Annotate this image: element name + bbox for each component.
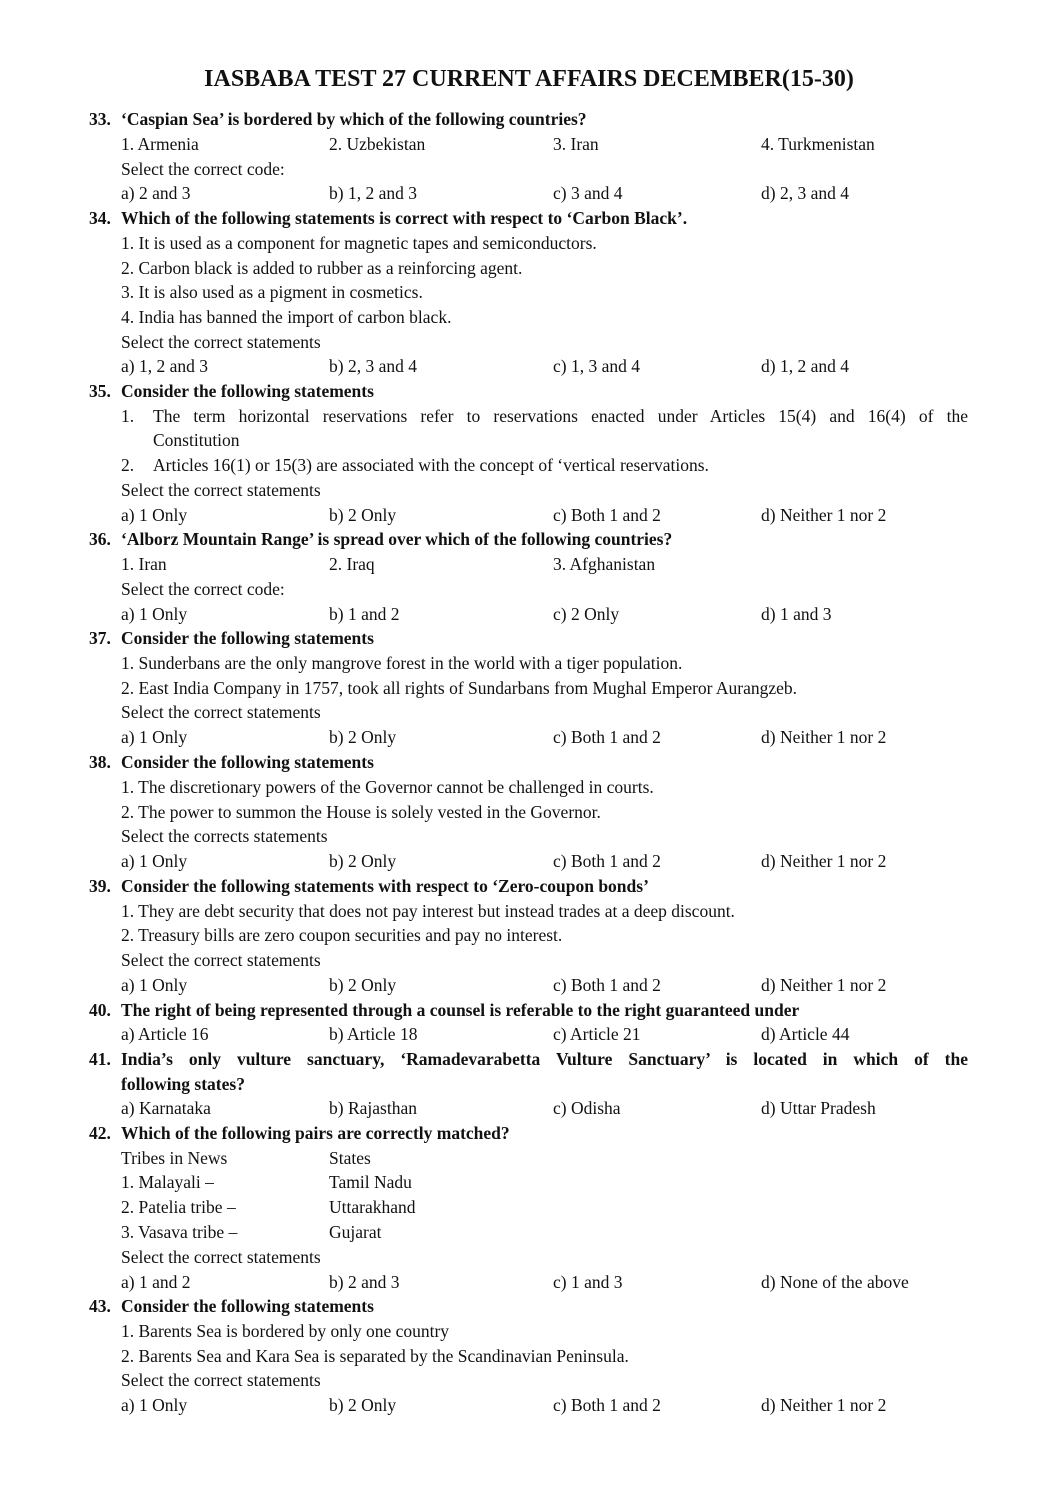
answer-option: a) 1 Only (121, 727, 188, 747)
question-text: Which of the following statements is correct with respect to ‘Carbon Black’. (121, 208, 688, 228)
statement: 1. Barents Sea is bordered by only one country (121, 1321, 450, 1341)
answer-option: a) Karnataka (121, 1098, 211, 1118)
question-number: 37. (89, 628, 111, 648)
answer-option: d) 2, 3 and 4 (761, 183, 849, 203)
list-item: 3. Iran (553, 134, 599, 154)
answer-option: b) Article 18 (329, 1024, 418, 1044)
answer-option: d) None of the above (761, 1272, 909, 1292)
answer-option: d) Article 44 (761, 1024, 850, 1044)
select-prompt: Select the correct code: (121, 579, 285, 599)
answer-option: c) 2 Only (553, 604, 620, 624)
answer-option: c) Both 1 and 2 (553, 975, 661, 995)
select-prompt: Select the correct statements (121, 702, 321, 722)
answer-option: c) Odisha (553, 1098, 621, 1118)
answer-option: b) 2 Only (329, 1395, 397, 1415)
pair-tribe: 2. Patelia tribe – (121, 1197, 236, 1217)
question-number: 42. (89, 1123, 111, 1143)
answer-option: c) Article 21 (553, 1024, 641, 1044)
answer-option: a) 1 Only (121, 604, 188, 624)
answer-option: c) 1 and 3 (553, 1272, 623, 1292)
question-text: Consider the following statements (121, 628, 374, 648)
answer-option: a) 1 and 2 (121, 1272, 191, 1292)
pair-tribe: 1. Malayali – (121, 1172, 214, 1192)
question-text-continued: following states? (121, 1074, 245, 1094)
question-text: Which of the following pairs are correctly matched? (121, 1123, 510, 1143)
answer-option: a) Article 16 (121, 1024, 209, 1044)
question-text: Consider the following statements with respect to ‘Zero-coupon bonds’ (121, 876, 649, 896)
answer-option: d) 1 and 3 (761, 604, 832, 624)
question-number: 34. (89, 208, 111, 228)
statement: 4. India has banned the import of carbon black. (121, 307, 452, 327)
question-text: Consider the following statements (121, 381, 374, 401)
answer-option: d) Neither 1 nor 2 (761, 975, 887, 995)
answer-option: d) 1, 2 and 4 (761, 356, 849, 376)
statement: Articles 16(1) or 15(3) are associated with the concept of ‘vertical reservations. (153, 455, 709, 475)
answer-option: a) 1, 2 and 3 (121, 356, 208, 376)
pair-state: Gujarat (329, 1222, 382, 1242)
list-item: 2. Iraq (329, 554, 375, 574)
answer-option: b) 2 Only (329, 975, 397, 995)
statement: 2. Treasury bills are zero coupon securities and pay no interest. (121, 925, 563, 945)
answer-option: a) 1 Only (121, 851, 188, 871)
question-text: ‘Alborz Mountain Range’ is spread over which of the following countries? (121, 529, 673, 549)
answer-option: c) Both 1 and 2 (553, 1395, 661, 1415)
answer-option: b) 1 and 2 (329, 604, 400, 624)
question-number: 43. (89, 1296, 111, 1316)
question-number: 41. (89, 1049, 111, 1069)
question-number: 33. (89, 109, 111, 129)
question-text: Consider the following statements (121, 752, 374, 772)
answer-option: d) Neither 1 nor 2 (761, 1395, 887, 1415)
answer-option: d) Neither 1 nor 2 (761, 727, 887, 747)
statement: 2. Carbon black is added to rubber as a reinforcing agent. (121, 258, 523, 278)
answer-option: c) Both 1 and 2 (553, 727, 661, 747)
answer-option: c) Both 1 and 2 (553, 505, 661, 525)
pair-state: Uttarakhand (329, 1197, 416, 1217)
select-prompt: Select the correct code: (121, 159, 285, 179)
select-prompt: Select the correct statements (121, 1370, 321, 1390)
answer-option: a) 1 Only (121, 1395, 188, 1415)
answer-option: b) 1, 2 and 3 (329, 183, 417, 203)
answer-option: b) 2, 3 and 4 (329, 356, 417, 376)
answer-option: a) 2 and 3 (121, 183, 191, 203)
statement: 3. It is also used as a pigment in cosmetics. (121, 282, 423, 302)
question-number: 36. (89, 529, 111, 549)
statement: 2. East India Company in 1757, took all rights of Sundarbans from Mughal Emperor Aurangzeb. (121, 678, 798, 698)
answer-option: b) 2 Only (329, 727, 397, 747)
pair-tribe: 3. Vasava tribe – (121, 1222, 238, 1242)
page-title: IASBABA TEST 27 CURRENT AFFAIRS DECEMBER(15-30) (204, 66, 854, 92)
question-number: 35. (89, 381, 111, 401)
question-text: The right of being represented through a counsel is referable to the right guaranteed under (121, 1000, 800, 1020)
question-text: Consider the following statements (121, 1296, 374, 1316)
select-prompt: Select the correct statements (121, 1247, 321, 1267)
select-prompt: Select the correct statements (121, 480, 321, 500)
question-number: 39. (89, 876, 111, 896)
answer-option: a) 1 Only (121, 975, 188, 995)
question-number: 38. (89, 752, 111, 772)
table-header: Tribes in News (121, 1148, 228, 1168)
answer-option: b) 2 and 3 (329, 1272, 400, 1292)
table-header: States (329, 1148, 371, 1168)
statement-number: 2. (121, 455, 135, 475)
select-prompt: Select the correct statements (121, 332, 321, 352)
answer-option: c) Both 1 and 2 (553, 851, 661, 871)
answer-option: c) 1, 3 and 4 (553, 356, 640, 376)
answer-option: d) Neither 1 nor 2 (761, 505, 887, 525)
list-item: 1. Armenia (121, 134, 199, 154)
statement-number: 1. (121, 406, 135, 426)
statement: 1. The discretionary powers of the Governor cannot be challenged in courts. (121, 777, 654, 797)
statement: The term horizontal reservations refer to reservations enacted under Articles 15(4) and 16(4) of the (153, 406, 968, 426)
statement: 2. The power to summon the House is solely vested in the Governor. (121, 802, 601, 822)
statement: 1. They are debt security that does not pay interest but instead trades at a deep discount. (121, 901, 735, 921)
answer-option: a) 1 Only (121, 505, 188, 525)
list-item: 4. Turkmenistan (761, 134, 875, 154)
pair-state: Tamil Nadu (329, 1172, 412, 1192)
statement: 1. Sunderbans are the only mangrove forest in the world with a tiger population. (121, 653, 683, 673)
question-text: India’s only vulture sanctuary, ‘Ramadevarabetta Vulture Sanctuary’ is located in which of the (121, 1049, 968, 1069)
list-item: 3. Afghanistan (553, 554, 656, 574)
answer-option: b) 2 Only (329, 505, 397, 525)
answer-option: b) Rajasthan (329, 1098, 417, 1118)
statement-continued: Constitution (153, 430, 240, 450)
answer-option: d) Uttar Pradesh (761, 1098, 876, 1118)
list-item: 2. Uzbekistan (329, 134, 426, 154)
select-prompt: Select the corrects statements (121, 826, 328, 846)
answer-option: d) Neither 1 nor 2 (761, 851, 887, 871)
question-text: ‘Caspian Sea’ is bordered by which of the following countries? (121, 109, 587, 129)
question-number: 40. (89, 1000, 111, 1020)
statement: 1. It is used as a component for magnetic tapes and semiconductors. (121, 233, 597, 253)
statement: 2. Barents Sea and Kara Sea is separated by the Scandinavian Peninsula. (121, 1346, 629, 1366)
answer-option: c) 3 and 4 (553, 183, 623, 203)
select-prompt: Select the correct statements (121, 950, 321, 970)
answer-option: b) 2 Only (329, 851, 397, 871)
list-item: 1. Iran (121, 554, 167, 574)
